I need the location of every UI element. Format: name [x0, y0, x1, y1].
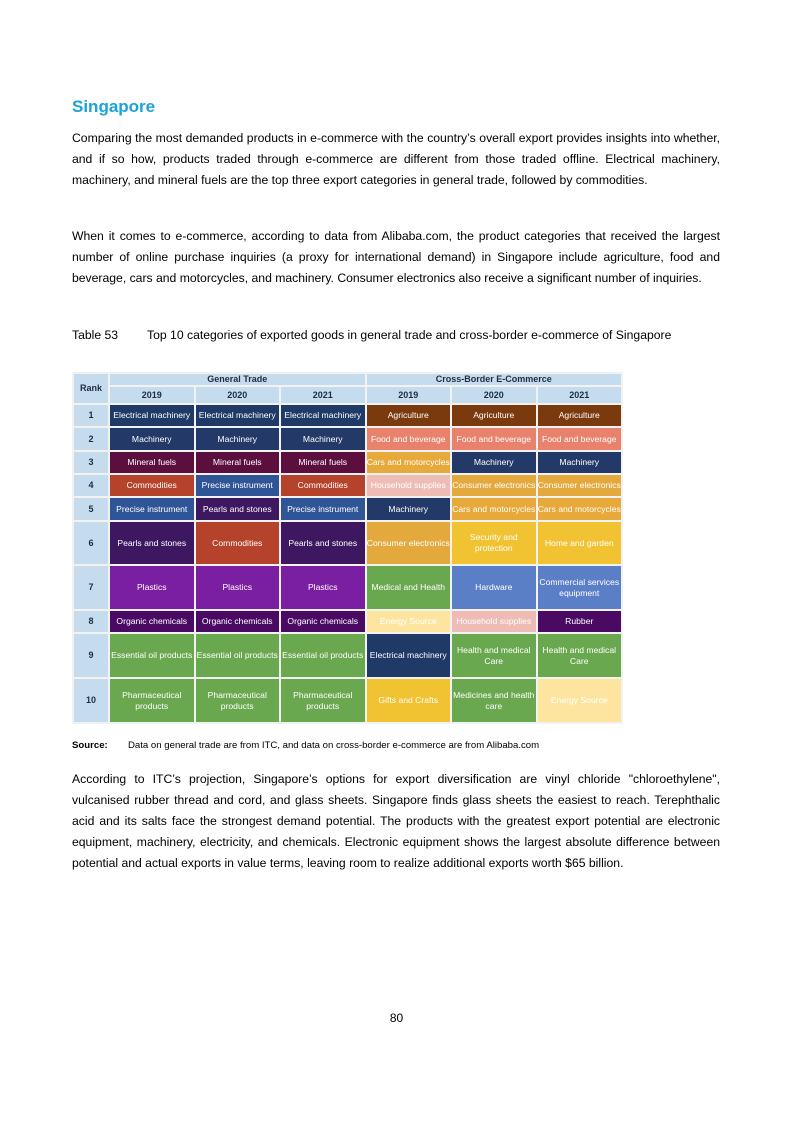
category-cell: Medical and Health [367, 566, 451, 609]
category-cell: Pearls and stones [281, 522, 365, 565]
category-cell: Pharmaceutical products [196, 679, 280, 722]
source-label: Source: [72, 740, 108, 751]
category-cell: Agriculture [538, 405, 622, 426]
table-caption-number: Table 53 [72, 328, 119, 342]
category-cell: Household supplies [452, 611, 536, 632]
category-cell: Food and beverage [367, 428, 451, 449]
category-cell: Agriculture [367, 405, 451, 426]
category-cell: Plastics [281, 566, 365, 609]
table-year-header-row [74, 387, 621, 403]
category-cell: Electrical machinery [367, 634, 451, 677]
category-cell: Pharmaceutical products [110, 679, 194, 722]
category-cell: Pharmaceutical products [281, 679, 365, 722]
general-trade-header: General Trade [110, 374, 365, 385]
category-cell: Precise instrument [110, 498, 194, 519]
category-cell: Consumer electronics [367, 522, 451, 565]
category-cell: Commodities [196, 522, 280, 565]
page-number: 80 [389, 1011, 404, 1025]
paragraph-ecommerce: When it comes to e-commerce, according to data from Alibaba.com, the product categories that received the largest number of online purchase inquiries (a proxy for international demand) in Singapore include agriculture, food and beverage, cars and motorcycles, and machinery. Consumer electronics also receive a significant number of inquiries. [72, 229, 720, 285]
category-cell: Household supplies [367, 475, 451, 496]
source-note [72, 740, 540, 752]
category-cell: Machinery [281, 428, 365, 449]
category-cell: Health and medical Care [452, 634, 536, 677]
category-cell: Essential oil products [110, 634, 194, 677]
category-cell: Medicines and health care [452, 679, 536, 722]
category-cell: Machinery [110, 428, 194, 449]
category-cell: Essential oil products [281, 634, 365, 677]
rank-cell: 4 [74, 475, 108, 496]
category-cell: Cars and motorcycles [452, 498, 536, 519]
rank-header: Rank [74, 374, 108, 403]
category-cell: Energy Source [538, 679, 622, 722]
category-cell: Machinery [367, 498, 451, 519]
category-cell: Pearls and stones [196, 498, 280, 519]
category-cell: Plastics [110, 566, 194, 609]
cross-border-header: Cross-Border E-Commerce [367, 374, 622, 385]
table-caption-text: Top 10 categories of exported goods in general trade and cross-border e-commerce of Singapore [147, 328, 672, 342]
table-body [74, 405, 621, 722]
category-cell: Organic chemicals [110, 611, 194, 632]
rank-cell: 9 [74, 634, 108, 677]
category-cell: Food and beverage [452, 428, 536, 449]
category-cell: Mineral fuels [110, 452, 194, 473]
rank-cell: 1 [74, 405, 108, 426]
category-cell: Agriculture [452, 405, 536, 426]
table-row [74, 475, 621, 496]
categories-table-container [72, 372, 623, 724]
table-row [74, 611, 621, 632]
category-cell: Consumer electronics [452, 475, 536, 496]
category-cell: Cars and motorcycles [367, 452, 451, 473]
category-cell: Mineral fuels [196, 452, 280, 473]
rank-cell: 10 [74, 679, 108, 722]
category-cell: Commodities [281, 475, 365, 496]
category-cell: Pearls and stones [110, 522, 194, 565]
category-cell: Organic chemicals [281, 611, 365, 632]
table-row [74, 405, 621, 426]
category-cell: Electrical machinery [110, 405, 194, 426]
category-cell: Precise instrument [196, 475, 280, 496]
rank-cell: 3 [74, 452, 108, 473]
rank-cell: 7 [74, 566, 108, 609]
category-cell: Organic chemicals [196, 611, 280, 632]
category-cell: Gifts and Crafts [367, 679, 451, 722]
category-cell: Machinery [452, 452, 536, 473]
year-header: 2021 [281, 387, 365, 403]
category-cell: Electrical machinery [196, 405, 280, 426]
category-cell: Food and beverage [538, 428, 622, 449]
category-cell: Home and garden [538, 522, 622, 565]
rank-cell: 2 [74, 428, 108, 449]
category-cell: Consumer electronics [538, 475, 622, 496]
table-group-header-row [74, 374, 621, 385]
table-row [74, 522, 621, 565]
source-text: Data on general trade are from ITC, and data on cross-border e-commerce are from Alibaba.com [128, 740, 540, 751]
year-header: 2020 [196, 387, 280, 403]
category-cell: Security and protection [452, 522, 536, 565]
category-cell: Commercial services equipment [538, 566, 622, 609]
rank-cell: 8 [74, 611, 108, 632]
categories-table [72, 372, 623, 724]
category-cell: Precise instrument [281, 498, 365, 519]
rank-cell: 6 [74, 522, 108, 565]
table-row [74, 634, 621, 677]
year-header: 2019 [110, 387, 194, 403]
category-cell: Machinery [538, 452, 622, 473]
table-row [74, 428, 621, 449]
year-header: 2021 [538, 387, 622, 403]
category-cell: Rubber [538, 611, 622, 632]
section-heading: Singapore [72, 97, 156, 116]
table-row [74, 679, 621, 722]
category-cell: Electrical machinery [281, 405, 365, 426]
category-cell: Essential oil products [196, 634, 280, 677]
rank-cell: 5 [74, 498, 108, 519]
category-cell: Machinery [196, 428, 280, 449]
category-cell: Health and medical Care [538, 634, 622, 677]
category-cell: Mineral fuels [281, 452, 365, 473]
year-header: 2020 [452, 387, 536, 403]
category-cell: Plastics [196, 566, 280, 609]
category-cell: Cars and motorcycles [538, 498, 622, 519]
paragraph-intro: Comparing the most demanded products in e-commerce with the country’s overall export provides insights into whether, and if so how, products traded through e-commerce are different from those traded offline. Electrical machinery, machinery, and mineral fuels are the top three export categories in general trade, followed by commodities. [72, 131, 720, 187]
table-row [74, 566, 621, 609]
table-row [74, 452, 621, 473]
year-header: 2019 [367, 387, 451, 403]
category-cell: Commodities [110, 475, 194, 496]
paragraph-projection: According to ITC’s projection, Singapore’s options for export diversification are vinyl chloride "chloroethylene", vulcanised rubber thread and cord, and glass sheets. Singapore finds glass sheets the easiest to reach. Terephthalic acid and its salts face the strongest demand potential. The products with the greatest export potential are electronic equipment, machinery, electricity, and chemicals. Electronic equipment shows the largest absolute difference between potential and actual exports in value terms, leaving room to realize additional exports worth $65 billion. [72, 772, 720, 870]
category-cell: Energy Source [367, 611, 451, 632]
category-cell: Hardware [452, 566, 536, 609]
table-row [74, 498, 621, 519]
